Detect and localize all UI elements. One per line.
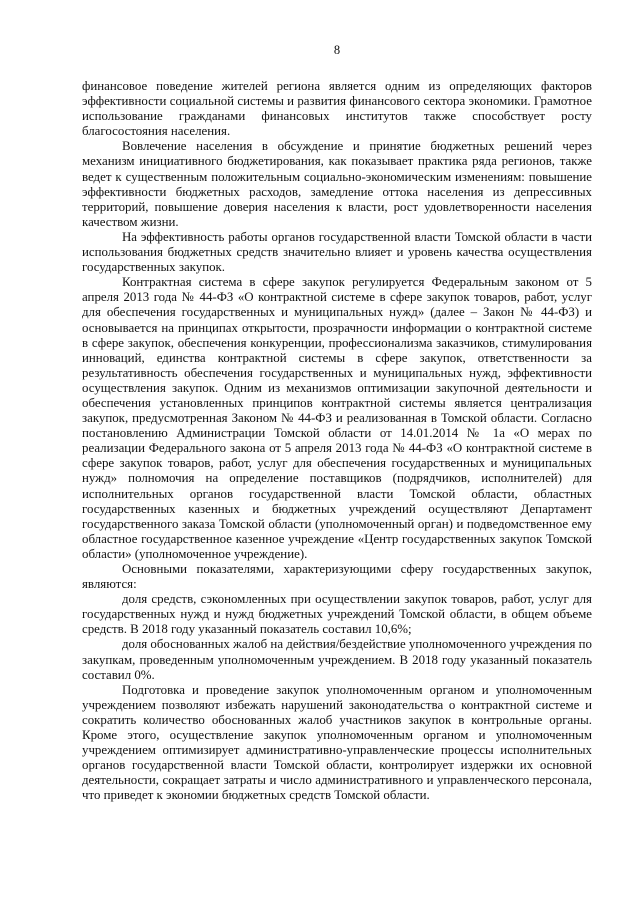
paragraph-4: Контрактная система в сфере закупок регулируется Федеральным законом от 5 апреля 2013 года № 44-ФЗ «О контрактной системе в сфере закупок товаров, работ, услуг для обеспечения государственных и муниципальных нужд» (далее – Закон № 44-ФЗ) и основывается на принципах открытости, прозрачности информации о контрактной системе в сфере закупок, обеспечения конкуренции, профессионализма заказчиков, стимулирования инноваций, единства контрактной системы в сфере закупок, ответственности за результативность обеспечения государственных и муниципальных нужд, эффективности осуществления закупок. Одним из механизмов оптимизации закупочной деятельности и обеспечения установленных принципов контрактной системы является централизация закупок, предусмотренная Законом № 44-ФЗ и реализованная в Томской области. Согласно постановлению Администрации Томской области от 14.01.2014 № 1а «О мерах по реализации Федерального закона от 5 апреля 2013 года № 44-ФЗ «О контрактной системе в сфере закупок товаров, работ, услуг для обеспечения государственных и муниципальных нужд» полномочия на определение поставщиков (подрядчиков, исполнителей) для исполнительных органов государственной власти Томской области, областных государственных казенных и бюджетных учреждений осуществляют Департамент государственного заказа Томской области (уполномоченный орган) и подведомственное ему областное государственное казенное учреждение «Центр государственных закупок Томской области» (уполномоченное учреждение). [82, 275, 592, 561]
paragraph-2: Вовлечение населения в обсуждение и принятие бюджетных решений через механизм инициативного бюджетирования, как показывает практика ряда регионов, также ведет к существенным положительным социально-экономическим изменениям: повышение эффективности бюджетных расходов, замедление оттока населения из депрессивных территорий, повышение доверия населения к власти, рост удовлетворенности населения качеством жизни. [82, 139, 592, 229]
paragraph-6: доля средств, сэкономленных при осуществлении закупок товаров, работ, услуг для государственных нужд и нужд бюджетных учреждений Томской области, в общем объеме средств. В 2018 году указанный показатель составил 10,6%; [82, 592, 592, 637]
paragraph-5: Основными показателями, характеризующими сферу государственных закупок, являются: [82, 562, 592, 592]
paragraph-8: Подготовка и проведение закупок уполномоченным органом и уполномоченным учреждением позволяют избежать нарушений законодательства о контрактной системе и сократить количество обоснованных жалоб участников закупок в контрольные органы. Кроме этого, осуществление закупок уполномоченным органом и уполномоченным учреждением оптимизирует административно-управленческие процессы исполнительных органов государственной власти Томской области, контролирует издержки их основной деятельности, сокращает затраты и число административного и управленческого персонала, что приведет к экономии бюджетных средств Томской области. [82, 682, 592, 803]
paragraph-7: доля обоснованных жалоб на действия/бездействие уполномоченного учреждения по закупкам, проведенным уполномоченным учреждением. В 2018 году указанный показатель составил 0%. [82, 637, 592, 682]
paragraph-3: На эффективность работы органов государственной власти Томской области в части использования бюджетных средств значительно влияет и уровень качества осуществления государственных закупок. [82, 229, 592, 275]
document-body [82, 79, 592, 804]
page-number: 8 [333, 43, 341, 57]
paragraph-1: финансовое поведение жителей региона является одним из определяющих факторов эффективности социальной системы и развития финансового сектора экономики. Грамотное использование гражданами финансовых институтов также способствует росту благосостояния населения. [82, 79, 592, 139]
